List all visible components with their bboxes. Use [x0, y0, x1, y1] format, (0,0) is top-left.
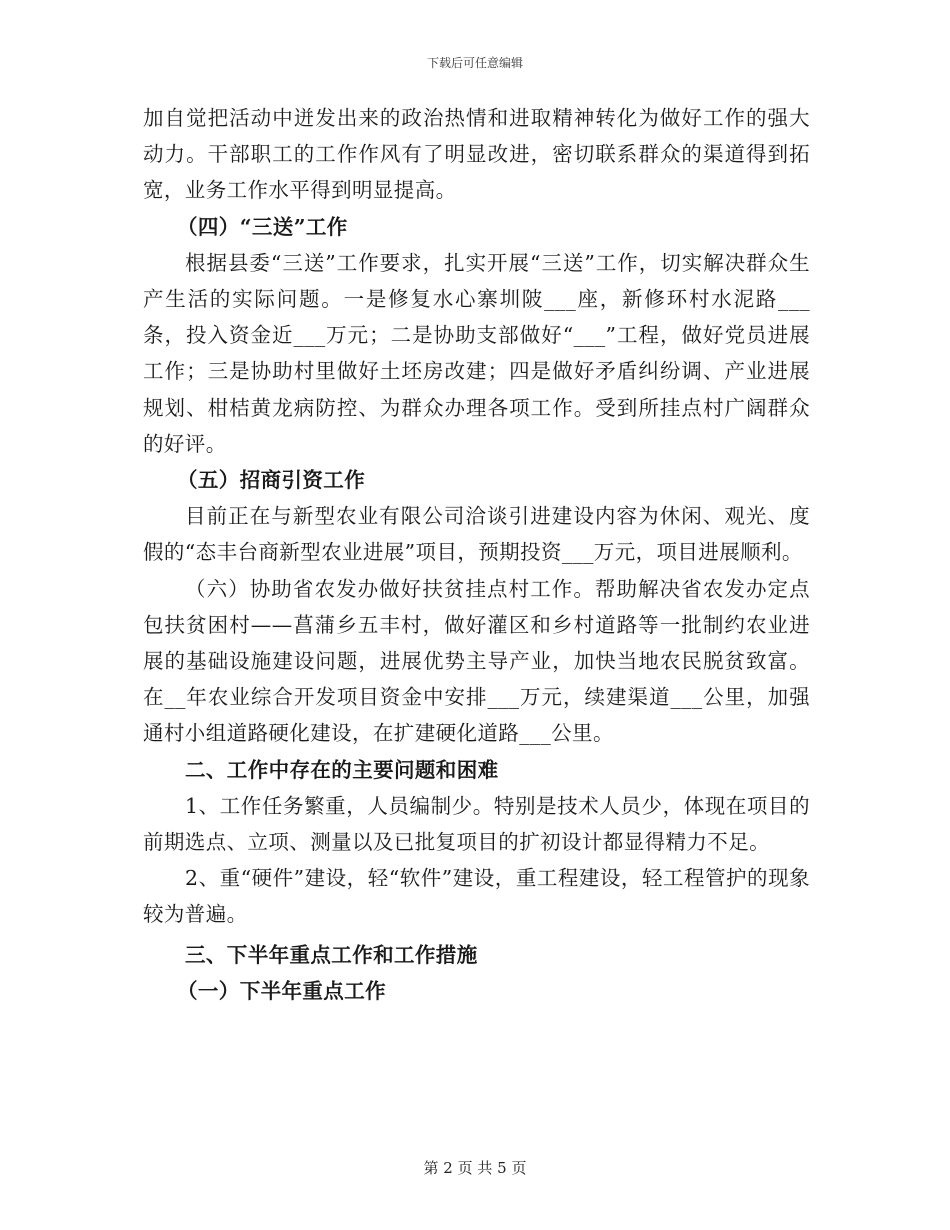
- paragraph-problem-2: 2、重“硬件”建设，轻“软件”建设，重工程建设，轻工程管护的现象较为普遍。: [143, 866, 810, 927]
- section-heading-sansong: （四）“三送”工作: [177, 214, 348, 239]
- header-note: 下载后可任意编辑: [426, 56, 523, 70]
- page-number: 第 2 页 共 5 页: [423, 1159, 527, 1177]
- paragraph-continuation: 加自觉把活动中迸发出来的政治热情和进取精神转化为做好工作的强大动力。干部职工的工作作风有了明显改进，密切联系群众的渠道得到拓宽，业务工作水平得到明显提高。: [143, 106, 810, 203]
- section-heading-problems: 二、工作中存在的主要问题和困难: [185, 757, 499, 782]
- paragraph-poverty-aid: （六）协助省农发办做好扶贫挂点村工作。帮助解决省农发办定点包扶贫困村——菖蒲乡五丰村，做好灌区和乡村道路等一批制约农业进展的基础设施建设问题，进展优势主导产业，加快当地农民脱贫致富。在__年农业综合开发项目资金中安排___万元，续建渠道___公里，加强通村小组道路硬化建设，在扩建硬化道路___公里。: [143, 576, 810, 746]
- document-body: [143, 100, 810, 1009]
- paragraph-problem-1: 1、工作任务繁重，人员编制少。特别是技术人员少，体现在项目的前期选点、立项、测量以及已批复项目的扩初设计都显得精力不足。: [143, 793, 810, 855]
- paragraph-investment: 目前正在与新型农业有限公司洽谈引进建设内容为休闲、观光、度假的“态丰台商新型农业进展”项目，预期投资___万元，项目进展顺利。: [143, 504, 810, 565]
- section-heading-investment: （五）招商引资工作: [177, 468, 366, 493]
- section-heading-next-half: 三、下半年重点工作和工作措施: [185, 942, 478, 967]
- section-heading-key-work: （一）下半年重点工作: [177, 978, 386, 1003]
- paragraph-sansong: 根据县委“三送”工作要求，扎实开展“三送”工作，切实解决群众生产生活的实际问题。一是修复水心寨圳陂___座，新修环村水泥路___条，投入资金近___万元；二是协助支部做好“___”工程，做好党员进展工作；三是协助村里做好土坯房改建；四是做好矛盾纠纷调、产业进展规划、柑桔黄龙病防控、为群众办理各项工作。受到所挂点村广阔群众的好评。: [143, 250, 810, 456]
